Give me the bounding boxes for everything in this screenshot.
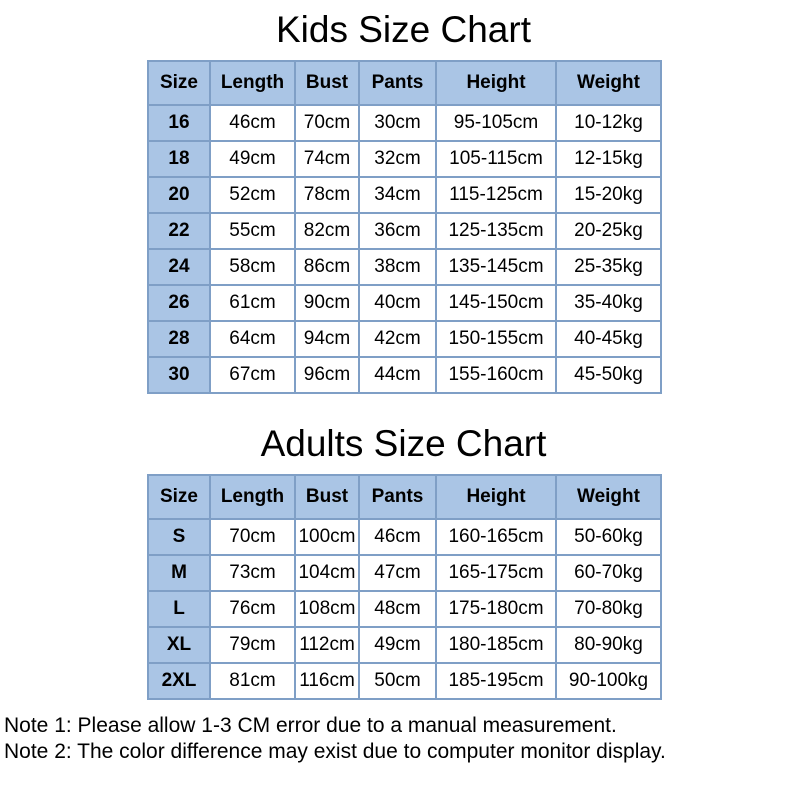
header-row xyxy=(148,61,661,105)
table-cell: 30cm xyxy=(359,105,436,141)
table-cell: 20-25kg xyxy=(556,213,661,249)
table-cell: 80-90kg xyxy=(556,627,661,663)
table-cell: 40-45kg xyxy=(556,321,661,357)
table-cell: 45-50kg xyxy=(556,357,661,393)
column-header-size: Size xyxy=(148,475,210,519)
kids-size-table xyxy=(147,60,662,394)
table-cell: 116cm xyxy=(295,663,359,699)
column-header-pants: Pants xyxy=(359,475,436,519)
table-row xyxy=(148,591,661,627)
table-cell: 82cm xyxy=(295,213,359,249)
adults-size-chart-section xyxy=(147,422,660,700)
column-header-length: Length xyxy=(210,61,295,105)
table-row xyxy=(148,105,661,141)
table-cell: 12-15kg xyxy=(556,141,661,177)
table-cell: 104cm xyxy=(295,555,359,591)
note-2: Note 2: The color difference may exist due to computer monitor display. xyxy=(4,740,666,763)
table-cell: 46cm xyxy=(359,519,436,555)
table-cell: 125-135cm xyxy=(436,213,556,249)
table-cell: 81cm xyxy=(210,663,295,699)
table-cell: 96cm xyxy=(295,357,359,393)
table-cell: 44cm xyxy=(359,357,436,393)
notes xyxy=(4,713,800,765)
column-header-pants: Pants xyxy=(359,61,436,105)
table-cell: 10-12kg xyxy=(556,105,661,141)
table-cell: 115-125cm xyxy=(436,177,556,213)
table-cell: 73cm xyxy=(210,555,295,591)
size-cell: 2XL xyxy=(148,663,210,699)
table-cell: 36cm xyxy=(359,213,436,249)
table-row xyxy=(148,519,661,555)
table-cell: 90-100kg xyxy=(556,663,661,699)
kids-chart-title: Kids Size Chart xyxy=(276,9,531,50)
table-cell: 50cm xyxy=(359,663,436,699)
table-cell: 78cm xyxy=(295,177,359,213)
size-cell: 18 xyxy=(148,141,210,177)
table-cell: 52cm xyxy=(210,177,295,213)
column-header-bust: Bust xyxy=(295,61,359,105)
table-cell: 38cm xyxy=(359,249,436,285)
header-row xyxy=(148,475,661,519)
table-cell: 70-80kg xyxy=(556,591,661,627)
table-cell: 86cm xyxy=(295,249,359,285)
table-cell: 46cm xyxy=(210,105,295,141)
table-cell: 112cm xyxy=(295,627,359,663)
table-cell: 150-155cm xyxy=(436,321,556,357)
size-cell: M xyxy=(148,555,210,591)
table-cell: 79cm xyxy=(210,627,295,663)
table-cell: 70cm xyxy=(210,519,295,555)
column-header-size: Size xyxy=(148,61,210,105)
table-cell: 47cm xyxy=(359,555,436,591)
table-cell: 25-35kg xyxy=(556,249,661,285)
table-cell: 90cm xyxy=(295,285,359,321)
table-cell: 76cm xyxy=(210,591,295,627)
table-cell: 60-70kg xyxy=(556,555,661,591)
table-row xyxy=(148,141,661,177)
table-cell: 74cm xyxy=(295,141,359,177)
table-row xyxy=(148,321,661,357)
adults-size-table xyxy=(147,474,662,700)
table-cell: 15-20kg xyxy=(556,177,661,213)
column-header-length: Length xyxy=(210,475,295,519)
size-cell: 26 xyxy=(148,285,210,321)
table-cell: 64cm xyxy=(210,321,295,357)
table-cell: 32cm xyxy=(359,141,436,177)
table-cell: 35-40kg xyxy=(556,285,661,321)
table-row xyxy=(148,357,661,393)
size-cell: 30 xyxy=(148,357,210,393)
column-header-weight: Weight xyxy=(556,475,661,519)
size-cell: 22 xyxy=(148,213,210,249)
kids-size-chart-section xyxy=(147,0,660,394)
table-cell: 49cm xyxy=(359,627,436,663)
table-cell: 135-145cm xyxy=(436,249,556,285)
column-header-height: Height xyxy=(436,475,556,519)
table-cell: 42cm xyxy=(359,321,436,357)
table-row xyxy=(148,285,661,321)
table-cell: 48cm xyxy=(359,591,436,627)
table-cell: 70cm xyxy=(295,105,359,141)
table-cell: 175-180cm xyxy=(436,591,556,627)
table-cell: 58cm xyxy=(210,249,295,285)
table-cell: 95-105cm xyxy=(436,105,556,141)
table-cell: 50-60kg xyxy=(556,519,661,555)
table-row xyxy=(148,177,661,213)
size-cell: 20 xyxy=(148,177,210,213)
table-cell: 155-160cm xyxy=(436,357,556,393)
table-cell: 100cm xyxy=(295,519,359,555)
table-row xyxy=(148,627,661,663)
size-cell: 28 xyxy=(148,321,210,357)
table-cell: 108cm xyxy=(295,591,359,627)
table-row xyxy=(148,555,661,591)
table-cell: 49cm xyxy=(210,141,295,177)
table-row xyxy=(148,663,661,699)
table-cell: 40cm xyxy=(359,285,436,321)
table-cell: 180-185cm xyxy=(436,627,556,663)
note-1: Note 1: Please allow 1-3 CM error due to a manual measurement. xyxy=(4,714,617,737)
size-cell: 16 xyxy=(148,105,210,141)
size-cell: L xyxy=(148,591,210,627)
column-header-bust: Bust xyxy=(295,475,359,519)
table-cell: 105-115cm xyxy=(436,141,556,177)
table-cell: 94cm xyxy=(295,321,359,357)
table-cell: 185-195cm xyxy=(436,663,556,699)
table-row xyxy=(148,213,661,249)
table-cell: 67cm xyxy=(210,357,295,393)
table-cell: 34cm xyxy=(359,177,436,213)
table-cell: 55cm xyxy=(210,213,295,249)
table-cell: 165-175cm xyxy=(436,555,556,591)
column-header-height: Height xyxy=(436,61,556,105)
column-header-weight: Weight xyxy=(556,61,661,105)
size-cell: S xyxy=(148,519,210,555)
table-row xyxy=(148,249,661,285)
table-cell: 145-150cm xyxy=(436,285,556,321)
adults-chart-title: Adults Size Chart xyxy=(260,423,547,464)
size-cell: XL xyxy=(148,627,210,663)
table-cell: 160-165cm xyxy=(436,519,556,555)
table-cell: 61cm xyxy=(210,285,295,321)
size-cell: 24 xyxy=(148,249,210,285)
